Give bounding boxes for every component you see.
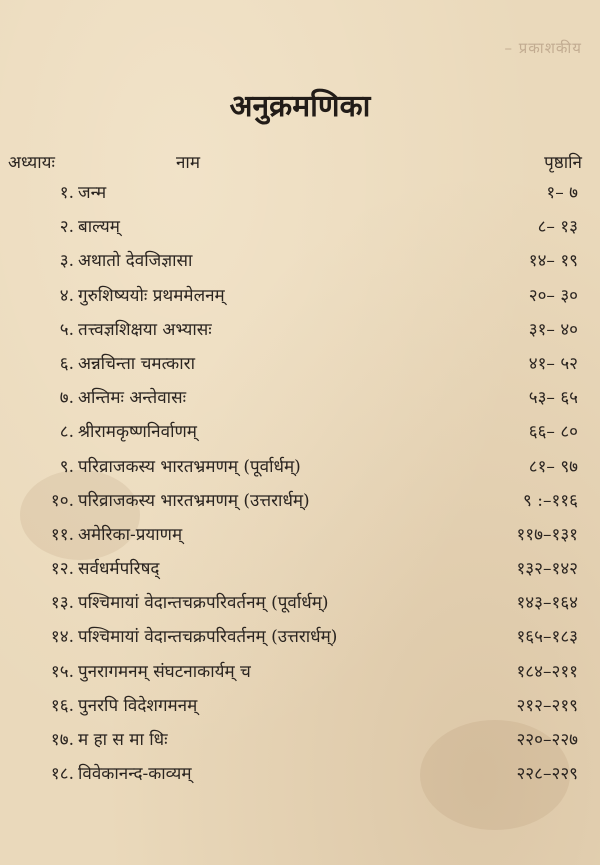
chapter-number: ७. <box>59 388 74 409</box>
page-range: ६६– ८० <box>528 422 578 443</box>
contents-row <box>0 518 600 552</box>
page-range: २०– ३० <box>528 285 578 306</box>
chapter-title: गुरुशिष्ययोः प्रथममेलनम् <box>78 285 225 306</box>
chapter-title: बाल्यम् <box>78 217 120 238</box>
page-range: ३१– ४० <box>528 319 578 340</box>
chapter-number: ४. <box>59 285 74 306</box>
contents-row <box>0 450 600 484</box>
chapter-number: १. <box>59 183 74 203</box>
chapter-title: अथातो देवजिज्ञासा <box>78 251 193 272</box>
chapter-title: म हा स मा धिः <box>78 730 168 750</box>
page-range: १३२–१४२ <box>516 559 578 580</box>
contents-row <box>0 586 600 620</box>
chapter-number: १४. <box>50 627 74 648</box>
page-range: ५३– ६५ <box>528 388 578 409</box>
chapter-title: पश्चिमायां वेदान्तचक्रपरिवर्तनम् (पूर्वार्धम्) <box>78 593 329 614</box>
page-range: ८१– ९७ <box>528 456 578 477</box>
page-range: १८४–२११ <box>516 661 578 682</box>
page-range: २२८–२२९ <box>516 764 578 785</box>
contents-row <box>0 244 600 278</box>
page-range: १६५–१८३ <box>516 627 578 648</box>
contents-row <box>0 689 600 723</box>
chapter-number: १६. <box>50 695 74 716</box>
page-title: अनुक्रमणिका <box>229 89 371 124</box>
chapter-number: ३. <box>59 251 74 272</box>
chapter-number: १७. <box>50 730 74 750</box>
chapter-number: १२. <box>50 559 74 580</box>
contents-row <box>0 415 600 449</box>
page-range: ११७–१३१ <box>516 524 578 545</box>
contents-row <box>0 552 600 586</box>
chapter-title: जन्म <box>78 183 107 203</box>
contents-row <box>0 757 600 791</box>
chapter-number: १०. <box>50 490 74 511</box>
chapter-title: श्रीरामकृष्णनिर्वाणम् <box>78 422 197 443</box>
contents-row <box>0 381 600 415</box>
page-range: ८– १३ <box>537 217 578 238</box>
page-range: २२०–२२७ <box>516 730 578 750</box>
chapter-title: अन्नचिन्ता चमत्कारा <box>78 353 195 374</box>
chapter-number: ६. <box>59 353 74 374</box>
chapter-number: ९. <box>59 456 74 477</box>
column-header-chapter: अध्यायः <box>8 153 55 173</box>
chapter-title: तत्त्वज्ञशिक्षया अभ्यासः <box>78 319 212 340</box>
page-range: १४३–१६४ <box>516 593 578 614</box>
chapter-title: सर्वधर्मपरिषद् <box>78 559 160 580</box>
contents-row <box>0 723 600 757</box>
chapter-number: १८. <box>50 764 74 785</box>
page-range: १– ७ <box>546 183 578 203</box>
chapter-title: पुनरागमनम् संघटनाकार्यम् च <box>78 661 251 682</box>
page-range: ९ :–११६ <box>523 490 578 511</box>
chapter-title: परिव्राजकस्य भारतभ्रमणम् (उत्तरार्धम्) <box>78 490 310 511</box>
chapter-title: पुनरपि विदेशगमनम् <box>78 695 198 716</box>
page-range: ४१– ५२ <box>528 353 578 374</box>
contents-row <box>0 313 600 347</box>
contents-list <box>0 176 600 791</box>
contents-row <box>0 484 600 518</box>
contents-row <box>0 655 600 689</box>
page-range: १४– १९ <box>528 251 578 272</box>
contents-row <box>0 176 600 210</box>
contents-row <box>0 210 600 244</box>
contents-row <box>0 279 600 313</box>
chapter-title: परिव्राजकस्य भारतभ्रमणम् (पूर्वार्धम्) <box>78 456 301 477</box>
chapter-title: पश्चिमायां वेदान्तचक्रपरिवर्तनम् (उत्तरार्धम्) <box>78 627 338 648</box>
chapter-number: १३. <box>50 593 74 614</box>
chapter-number: ५. <box>59 319 74 340</box>
chapter-number: १५. <box>50 661 74 682</box>
contents-row <box>0 347 600 381</box>
chapter-number: २. <box>59 217 74 238</box>
chapter-title: अमेरिका-प्रयाणम् <box>78 524 183 545</box>
chapter-number: ८. <box>59 422 74 443</box>
show-through-header: – प्रकाशकीय <box>504 39 582 57</box>
chapter-title: अन्तिमः अन्तेवासः <box>78 388 187 409</box>
column-header-name: नाम <box>176 153 201 173</box>
chapter-number: ११. <box>50 524 74 545</box>
column-header-pages: पृष्ठानि <box>544 153 582 173</box>
chapter-title: विवेकानन्द-काव्यम् <box>78 764 192 785</box>
contents-row <box>0 620 600 654</box>
page-range: २१२–२१९ <box>516 695 578 716</box>
